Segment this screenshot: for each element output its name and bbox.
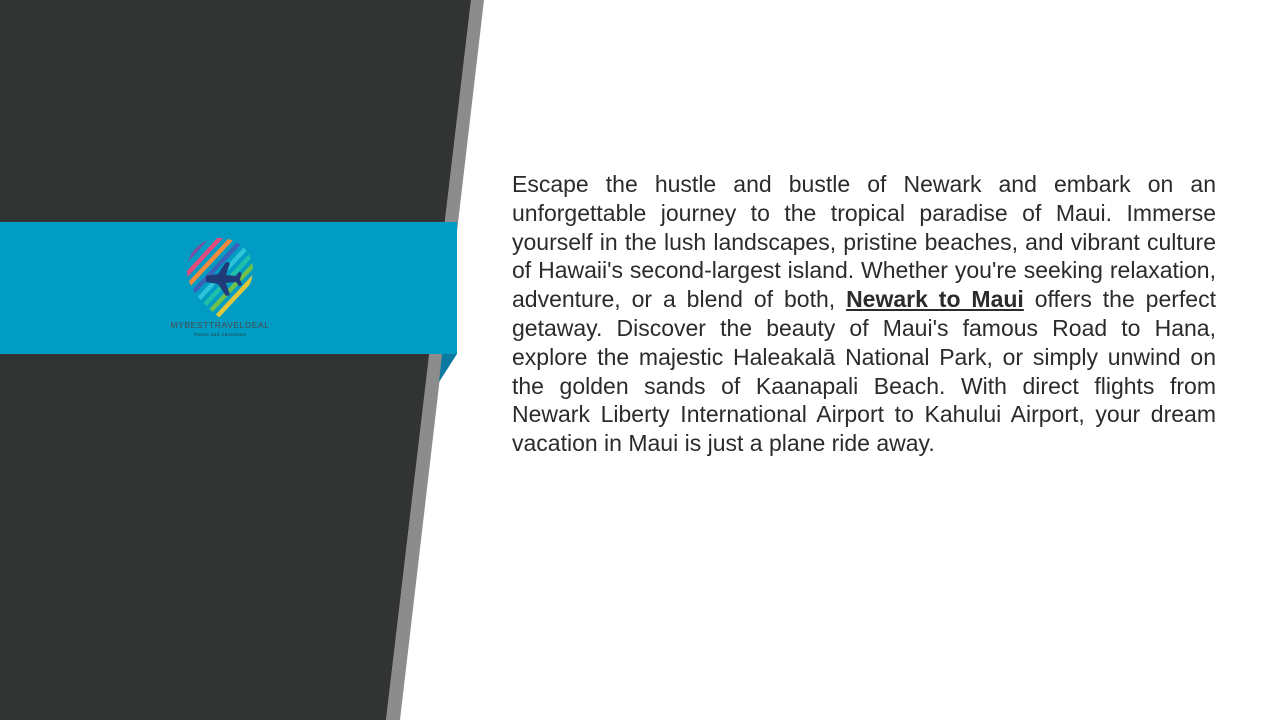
airplane-glyph bbox=[206, 262, 242, 296]
newark-to-maui-link[interactable]: Newark to Maui bbox=[846, 286, 1024, 313]
brand-tagline: Travel and Adventure bbox=[193, 332, 247, 337]
brand-name: MYBESTTRAVELDEAL bbox=[170, 320, 270, 330]
paragraph-text-before-link: Escape the hustle and bustle of Newark and embark on an unforgettable journey to the tropical paradise of Maui. Immerse yourself in the lush landscapes, pristine beaches, and vibrant culture of Hawaii's second-largest island. Whether you're seeking relaxation, adventure, or a blend of both, bbox=[512, 171, 1216, 313]
band-fold-shadow bbox=[439, 354, 457, 382]
paragraph-text-after-link: offers the perfect getaway. Discover the beauty of Maui's famous Road to Hana, explore the majestic Haleakalā National Park, or simply unwind on the golden sands of Kaanapali Beach. With direct flights from Newark Liberty International Airport to Kahului Airport, your dream vacation in Maui is just a plane ride away. bbox=[512, 286, 1216, 457]
body-paragraph bbox=[512, 170, 1216, 458]
